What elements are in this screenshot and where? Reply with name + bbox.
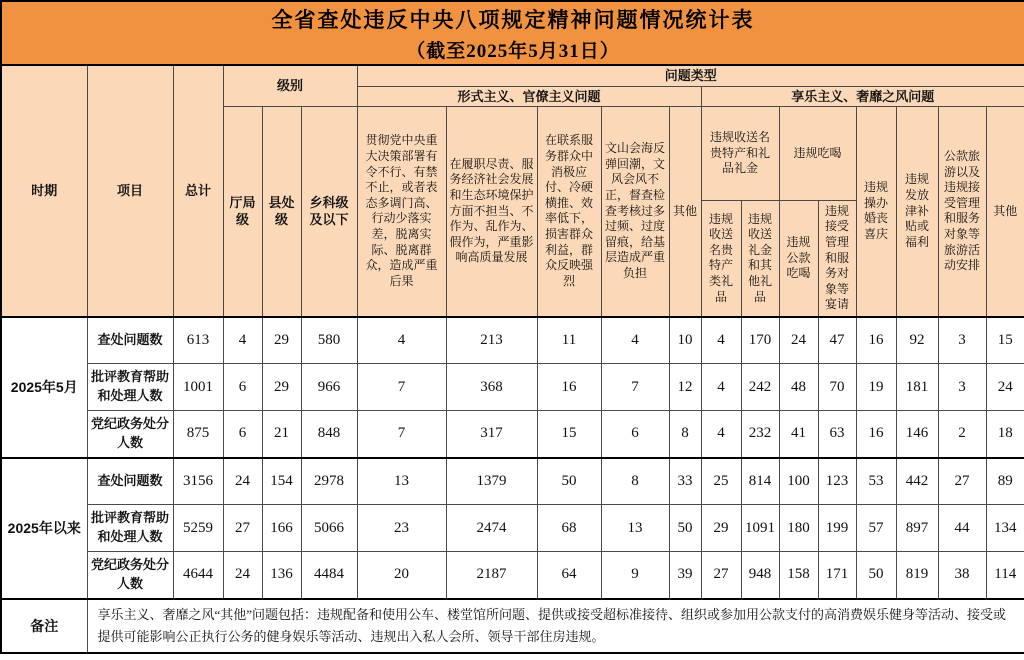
- value-cell: 3156: [173, 458, 223, 505]
- col-header-weddings-funerals: 违规操办婚丧喜庆: [856, 107, 896, 317]
- col-group-dining: 违规吃喝: [779, 107, 856, 201]
- value-cell: 4484: [301, 552, 357, 599]
- value-cell: 9: [601, 552, 669, 599]
- col-header-level-township: 乡科级及以下: [301, 107, 357, 317]
- value-cell: 89: [986, 458, 1024, 505]
- value-cell: 170: [741, 317, 779, 364]
- value-cell: 53: [856, 458, 896, 505]
- value-cell: 33: [669, 458, 701, 505]
- value-cell: 213: [446, 317, 537, 364]
- col-group-hedonism: 享乐主义、奢靡之风问题: [701, 86, 1024, 107]
- value-cell: 47: [818, 317, 856, 364]
- value-cell: 317: [446, 411, 537, 458]
- value-cell: 48: [779, 364, 818, 411]
- value-cell: 50: [537, 458, 601, 505]
- note-text: 享乐主义、奢靡之风“其他”问题包括：违规配备和使用公车、楼堂馆所问题、提供或接受超标准接待、组织或参加用公款支付的高消费娱乐健身等活动、接受或提供可能影响公正执行公务的健身娱乐等活动、违规出入私人会所、领导干部住房违规。: [87, 599, 1024, 653]
- item-label: 党纪政务处分人数: [87, 411, 173, 458]
- value-cell: 24: [223, 552, 262, 599]
- value-cell: 38: [938, 552, 986, 599]
- col-group-gifts: 违规收送名贵特产和礼品礼金: [701, 107, 779, 201]
- period-label-may-2025: 2025年5月: [1, 317, 87, 458]
- value-cell: 10: [669, 317, 701, 364]
- value-cell: 848: [301, 411, 357, 458]
- col-header-formalism-other: 其他: [669, 107, 701, 317]
- value-cell: 2: [938, 411, 986, 458]
- value-cell: 4: [701, 411, 741, 458]
- value-cell: 50: [669, 505, 701, 552]
- value-cell: 966: [301, 364, 357, 411]
- col-header-hedonism-other: 其他: [986, 107, 1024, 317]
- value-cell: 41: [779, 411, 818, 458]
- value-cell: 7: [601, 364, 669, 411]
- value-cell: 8: [601, 458, 669, 505]
- value-cell: 68: [537, 505, 601, 552]
- value-cell: 134: [986, 505, 1024, 552]
- value-cell: 181: [896, 364, 938, 411]
- col-header-total: 总计: [173, 65, 223, 317]
- title-line1: 全省查处违反中央八项规定精神问题情况统计表: [271, 7, 755, 32]
- col-header-formalism-3: 在联系服务群众中消极应付、冷硬横推、效率低下，损害群众利益，群众反映强烈: [537, 107, 601, 317]
- value-cell: 100: [779, 458, 818, 505]
- value-cell: 57: [856, 505, 896, 552]
- value-cell: 4: [357, 317, 446, 364]
- value-cell: 7: [357, 364, 446, 411]
- value-cell: 27: [938, 458, 986, 505]
- col-header-period: 时期: [1, 65, 87, 317]
- title-line2: （截至2025年5月31日）: [406, 40, 620, 62]
- col-header-item: 项目: [87, 65, 173, 317]
- value-cell: 3: [938, 317, 986, 364]
- value-cell: 13: [601, 505, 669, 552]
- value-cell: 16: [856, 411, 896, 458]
- value-cell: 29: [262, 317, 301, 364]
- value-cell: 123: [818, 458, 856, 505]
- col-header-level-bureau: 厅局级: [223, 107, 262, 317]
- value-cell: 64: [537, 552, 601, 599]
- item-label: 批评教育帮助和处理人数: [87, 505, 173, 552]
- value-cell: 154: [262, 458, 301, 505]
- col-header-public-funded-travel: 公款旅游以及违规接受管理和服务对象等旅游活动安排: [938, 107, 986, 317]
- value-cell: 242: [741, 364, 779, 411]
- col-header-allowances: 违规发放津补贴或福利: [896, 107, 938, 317]
- value-cell: 29: [701, 505, 741, 552]
- value-cell: 16: [856, 317, 896, 364]
- value-cell: 13: [357, 458, 446, 505]
- value-cell: 39: [669, 552, 701, 599]
- value-cell: 180: [779, 505, 818, 552]
- value-cell: 875: [173, 411, 223, 458]
- table-title: [1, 1, 1024, 65]
- value-cell: 1001: [173, 364, 223, 411]
- period-label-since-2025: 2025年以来: [1, 458, 87, 599]
- value-cell: 4: [223, 317, 262, 364]
- col-header-formalism-2: 在履职尽责、服务经济社会发展和生态环境保护方面不担当、不作为、乱作为、假作为，严重影响高质量发展: [446, 107, 537, 317]
- col-header-level-county: 县处级: [262, 107, 301, 317]
- value-cell: 7: [357, 411, 446, 458]
- value-cell: 948: [741, 552, 779, 599]
- col-group-problem-type: 问题类型: [357, 65, 1024, 86]
- value-cell: 63: [818, 411, 856, 458]
- value-cell: 814: [741, 458, 779, 505]
- value-cell: 27: [701, 552, 741, 599]
- value-cell: 4: [701, 317, 741, 364]
- value-cell: 18: [986, 411, 1024, 458]
- item-label: 批评教育帮助和处理人数: [87, 364, 173, 411]
- value-cell: 21: [262, 411, 301, 458]
- col-header-gifts-money: 违规收送礼金和其他礼品: [741, 201, 779, 317]
- value-cell: 20: [357, 552, 446, 599]
- item-label: 党纪政务处分人数: [87, 552, 173, 599]
- value-cell: 146: [896, 411, 938, 458]
- value-cell: 92: [896, 317, 938, 364]
- value-cell: 29: [262, 364, 301, 411]
- col-header-dining-public-funds: 违规公款吃喝: [779, 201, 818, 317]
- value-cell: 50: [856, 552, 896, 599]
- value-cell: 8: [669, 411, 701, 458]
- value-cell: 5259: [173, 505, 223, 552]
- value-cell: 19: [856, 364, 896, 411]
- value-cell: 171: [818, 552, 856, 599]
- value-cell: 12: [669, 364, 701, 411]
- value-cell: 1091: [741, 505, 779, 552]
- value-cell: 4644: [173, 552, 223, 599]
- value-cell: 24: [223, 458, 262, 505]
- item-label: 查处问题数: [87, 458, 173, 505]
- value-cell: 25: [701, 458, 741, 505]
- value-cell: 2978: [301, 458, 357, 505]
- value-cell: 158: [779, 552, 818, 599]
- value-cell: 368: [446, 364, 537, 411]
- col-group-level: 级别: [223, 65, 357, 107]
- value-cell: 27: [223, 505, 262, 552]
- value-cell: 442: [896, 458, 938, 505]
- value-cell: 23: [357, 505, 446, 552]
- col-header-formalism-4: 文山会海反弹回潮，文风会风不正，督查检查考核过多过频、过度留痕，给基层造成严重负担: [601, 107, 669, 317]
- value-cell: 2187: [446, 552, 537, 599]
- value-cell: 819: [896, 552, 938, 599]
- value-cell: 4: [601, 317, 669, 364]
- value-cell: 580: [301, 317, 357, 364]
- value-cell: 232: [741, 411, 779, 458]
- value-cell: 6: [601, 411, 669, 458]
- value-cell: 15: [986, 317, 1024, 364]
- value-cell: 5066: [301, 505, 357, 552]
- value-cell: 24: [779, 317, 818, 364]
- value-cell: 6: [223, 364, 262, 411]
- value-cell: 24: [986, 364, 1024, 411]
- col-header-dining-banquets: 违规接受管理和服务对象等宴请: [818, 201, 856, 317]
- value-cell: 1379: [446, 458, 537, 505]
- col-group-formalism: 形式主义、官僚主义问题: [357, 86, 701, 107]
- value-cell: 6: [223, 411, 262, 458]
- value-cell: 16: [537, 364, 601, 411]
- value-cell: 897: [896, 505, 938, 552]
- note-label: 备注: [1, 599, 87, 653]
- value-cell: 11: [537, 317, 601, 364]
- value-cell: 2474: [446, 505, 537, 552]
- value-cell: 613: [173, 317, 223, 364]
- item-label: 查处问题数: [87, 317, 173, 364]
- value-cell: 136: [262, 552, 301, 599]
- value-cell: 70: [818, 364, 856, 411]
- value-cell: 15: [537, 411, 601, 458]
- col-header-formalism-1: 贯彻党中央重大决策部署有令不行、有禁不止，或者表态多调门高、行动少落实差，脱离实际、脱离群众，造成严重后果: [357, 107, 446, 317]
- value-cell: 44: [938, 505, 986, 552]
- col-header-gifts-specialty: 违规收送名贵特产类礼品: [701, 201, 741, 317]
- value-cell: 4: [701, 364, 741, 411]
- value-cell: 166: [262, 505, 301, 552]
- value-cell: 199: [818, 505, 856, 552]
- value-cell: 114: [986, 552, 1024, 599]
- value-cell: 3: [938, 364, 986, 411]
